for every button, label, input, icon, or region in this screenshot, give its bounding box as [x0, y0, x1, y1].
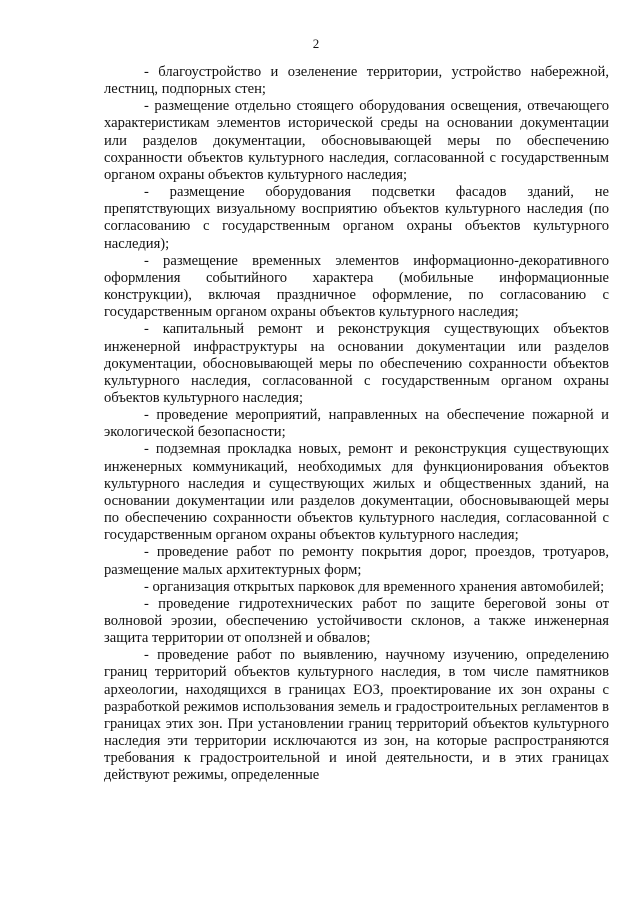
- paragraph-road-repair: - проведение работ по ремонту покрытия дорог, проездов, тротуаров, размещение малых архитектурных форм;: [104, 544, 609, 578]
- paragraph-heritage-boundaries: - проведение работ по выявлению, научному изучению, определению границ территорий объектов культурного наследия, в том числе памятников археологии, находящихся в границах ЕОЗ, проектирование их зон охраны с разработкой режимов использования земель и градостроительных регламентов в границах этих зон. При установлении границ территорий объектов культурного наследия эти территории исключаются из зон, на которые распространяются требования к градостроительной и иной деятельности, и в этих границах действуют режимы, определенные: [104, 647, 609, 784]
- paragraph-hydro-works: - проведение гидротехнических работ по защите береговой зоны от волновой эрозии, обеспечению устойчивости склонов, а также инженерная защита территории от оползней и обвалов;: [104, 595, 609, 647]
- page-number: 2: [312, 36, 320, 51]
- document-body: [104, 64, 609, 785]
- paragraph-infrastructure-repair: - капитальный ремонт и реконструкция существующих объектов инженерной инфраструктуры на основании документации или разделов документации, обосновывающей меры по обеспечению сохранности объектов культурного наследия, согласованной с государственным органом охраны объектов культурного наследия;: [104, 321, 609, 406]
- paragraph-landscaping: - благоустройство и озеленение территории, устройство набережной, лестниц, подпорных стен;: [104, 64, 609, 98]
- paragraph-lighting-equipment: - размещение отдельно стоящего оборудования освещения, отвечающего характеристикам элементов исторической среды на основании документации или разделов документации, обосновывающей меры по обеспечению сохранности объектов культурного наследия, согласованной с государственным органом охраны объектов культурного наследия;: [104, 98, 609, 183]
- paragraph-facade-illumination: - размещение оборудования подсветки фасадов зданий, не препятствующих визуальному восприятию объектов культурного наследия (по согласованию с государственным органом охраны объектов культурного наследия);: [104, 184, 609, 252]
- paragraph-fire-safety: - проведение мероприятий, направленных на обеспечение пожарной и экологической безопасности;: [104, 407, 609, 441]
- paragraph-utilities: - подземная прокладка новых, ремонт и реконструкция существующих инженерных коммуникаций, необходимых для функционирования объектов культурного наследия и существующих жилых и общественных зданий, на основании документации или разделов документации, обосновывающей меры по обеспечению сохранности объектов культурного наследия, согласованной с государственным органом охраны объектов культурного наследия;: [104, 441, 609, 544]
- paragraph-decorative-elements: - размещение временных элементов информационно-декоративного оформления событийного характера (мобильные информационные конструкции), включая праздничное оформление, по согласованию с государственным органом охраны объектов культурного наследия;: [104, 252, 609, 321]
- paragraph-parking: - организация открытых парковок для временного хранения автомобилей;: [144, 578, 605, 595]
